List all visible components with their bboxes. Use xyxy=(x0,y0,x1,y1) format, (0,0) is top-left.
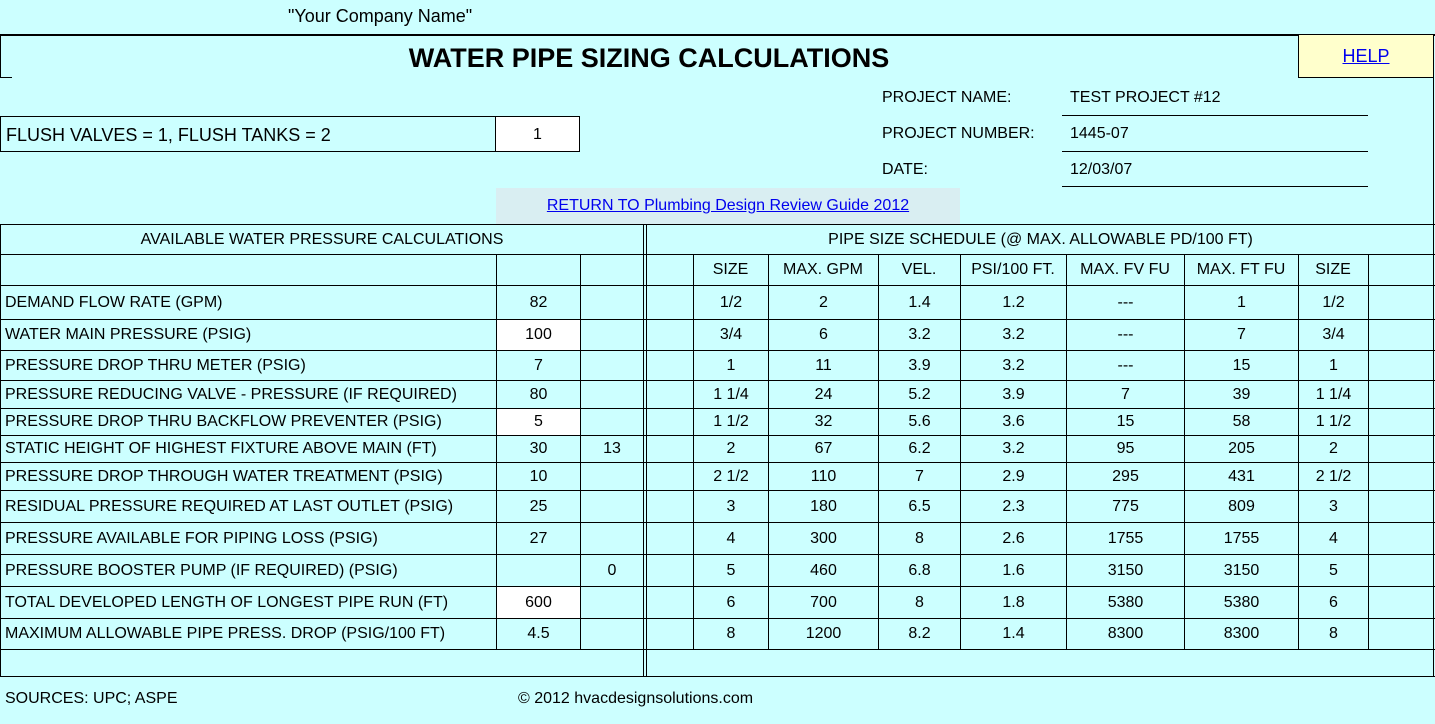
schedule-cell: 6 xyxy=(1329,594,1338,611)
schedule-cell: 2 1/2 xyxy=(1315,468,1352,485)
pressure-row-value[interactable]: 600 xyxy=(497,587,580,618)
schedule-cell: 2 xyxy=(726,440,736,457)
schedule-cell: 15 xyxy=(1232,357,1251,374)
schedule-cell: 39 xyxy=(1232,386,1251,403)
date-label: DATE: xyxy=(882,161,928,178)
schedule-cell: 5 xyxy=(1329,562,1338,579)
schedule-cell: 8 xyxy=(1329,625,1338,642)
project-name-value[interactable]: TEST PROJECT #12 xyxy=(1070,89,1221,106)
schedule-column-header: SIZE xyxy=(712,261,749,278)
schedule-cell: 1.4 xyxy=(1002,625,1025,642)
project-name-underline xyxy=(1062,115,1368,116)
pressure-row-value[interactable]: 82 xyxy=(529,294,548,311)
project-number-label: PROJECT NUMBER: xyxy=(882,125,1035,142)
schedule-cell: 1 1/4 xyxy=(1315,386,1352,403)
project-number-underline xyxy=(1062,151,1368,152)
schedule-cell: 5.6 xyxy=(908,413,931,430)
schedule-cell: 15 xyxy=(1116,413,1135,430)
pressure-row-extra xyxy=(581,381,643,408)
pressure-row-extra xyxy=(581,523,643,554)
schedule-cell: 8300 xyxy=(1107,625,1144,642)
pressure-row-value[interactable]: 4.5 xyxy=(527,625,550,642)
schedule-cell: 1200 xyxy=(805,625,842,642)
schedule-cell: 8300 xyxy=(1223,625,1260,642)
page-title: WATER PIPE SIZING CALCULATIONS xyxy=(408,43,890,73)
schedule-cell: 3.2 xyxy=(1002,357,1025,374)
schedule-cell: 3 xyxy=(1329,498,1338,515)
schedule-cell: --- xyxy=(1117,357,1134,374)
schedule-cell: 8 xyxy=(915,530,924,547)
table-right-border xyxy=(1433,34,1434,677)
schedule-cell: 2.6 xyxy=(1002,530,1025,547)
schedule-cell: 1 1/2 xyxy=(713,413,749,430)
schedule-cell: 95 xyxy=(1116,440,1135,457)
schedule-column-header: SIZE xyxy=(1315,261,1351,278)
schedule-cell: 58 xyxy=(1232,413,1251,430)
pressure-row-extra xyxy=(581,287,643,319)
schedule-cell: 3.2 xyxy=(908,326,931,343)
schedule-cell: 3 xyxy=(726,498,736,515)
schedule-cell: 1 xyxy=(1237,294,1246,311)
schedule-cell: 7 xyxy=(1121,386,1130,403)
schedule-cell: 6.5 xyxy=(908,498,931,515)
pressure-row-label: RESIDUAL PRESSURE REQUIRED AT LAST OUTLET (PSIG) xyxy=(5,498,454,515)
schedule-cell: 3.9 xyxy=(1002,386,1025,403)
table-footer-line xyxy=(0,676,1435,677)
pressure-row-extra xyxy=(581,351,643,380)
column-header-bottom-line xyxy=(0,285,1435,286)
schedule-cell: 24 xyxy=(814,386,833,403)
pressure-row-value[interactable]: 100 xyxy=(497,320,580,350)
schedule-cell: 1.6 xyxy=(1002,562,1025,579)
pressure-row-label: PRESSURE DROP THRU METER (PSIG) xyxy=(5,357,306,374)
schedule-cell: 1.8 xyxy=(1002,594,1025,611)
project-number-value[interactable]: 1445-07 xyxy=(1070,125,1129,142)
schedule-column-line xyxy=(1368,255,1369,649)
pressure-row-value[interactable]: 5 xyxy=(497,409,580,435)
schedule-column-header: PSI/100 FT. xyxy=(971,261,1055,278)
schedule-cell: 5380 xyxy=(1223,594,1260,611)
pressure-row-extra xyxy=(581,491,643,522)
schedule-cell: 8 xyxy=(726,625,736,642)
table-bottom-line xyxy=(0,649,1435,650)
pressure-row-label: DEMAND FLOW RATE (GPM) xyxy=(5,294,223,311)
pressure-row-value[interactable] xyxy=(497,555,580,586)
pressure-row-label: WATER MAIN PRESSURE (PSIG) xyxy=(5,326,252,343)
pressure-row-extra: 0 xyxy=(607,562,617,579)
project-name-label: PROJECT NAME: xyxy=(882,89,1012,106)
schedule-cell: 2 xyxy=(819,294,828,311)
sources-note: SOURCES: UPC; ASPE xyxy=(5,690,178,707)
schedule-cell: 2.9 xyxy=(1002,468,1025,485)
schedule-column-header: MAX. FT FU xyxy=(1196,261,1286,278)
schedule-cell: 1/2 xyxy=(719,294,743,311)
schedule-cell: 7 xyxy=(915,468,924,485)
schedule-cell: 1/2 xyxy=(1322,294,1345,311)
company-name: "Your Company Name" xyxy=(288,6,473,26)
schedule-cell: --- xyxy=(1117,326,1134,343)
schedule-cell: 6 xyxy=(819,326,828,343)
schedule-section-header: PIPE SIZE SCHEDULE (@ MAX. ALLOWABLE PD/100 FT) xyxy=(828,231,1253,248)
schedule-cell: 1755 xyxy=(1107,530,1144,547)
date-value[interactable]: 12/03/07 xyxy=(1070,161,1133,178)
schedule-cell: 2 1/2 xyxy=(713,468,749,485)
schedule-cell: 3.9 xyxy=(908,357,931,374)
schedule-cell: 460 xyxy=(810,562,837,579)
schedule-cell: 4 xyxy=(1329,530,1338,547)
schedule-cell: 32 xyxy=(814,413,833,430)
pressure-row-extra xyxy=(581,409,643,435)
pressure-row-extra xyxy=(581,587,643,618)
schedule-cell: 7 xyxy=(1237,326,1246,343)
schedule-cell: 3/4 xyxy=(1322,326,1345,343)
schedule-cell: 700 xyxy=(810,594,837,611)
pressure-row-label: TOTAL DEVELOPED LENGTH OF LONGEST PIPE RUN (FT) xyxy=(5,594,449,611)
schedule-cell: 205 xyxy=(1228,440,1255,457)
schedule-cell: 8.2 xyxy=(908,625,931,642)
schedule-column-header: MAX. FV FU xyxy=(1080,261,1170,278)
schedule-cell: 3.2 xyxy=(1002,440,1025,457)
schedule-cell: 8 xyxy=(915,594,924,611)
schedule-cell: 1 xyxy=(726,357,736,374)
schedule-cell: 3150 xyxy=(1107,562,1144,579)
pressure-row-label: PRESSURE REDUCING VALVE - PRESSURE (IF REQUIRED) xyxy=(5,386,457,403)
pressure-row-label: PRESSURE BOOSTER PUMP (IF REQUIRED) (PSIG) xyxy=(5,562,398,579)
pressure-row-extra xyxy=(581,619,643,649)
copyright-note: © 2012 hvacdesignsolutions.com xyxy=(518,690,754,707)
schedule-cell: 1.2 xyxy=(1002,294,1025,311)
schedule-cell: --- xyxy=(1117,294,1134,311)
schedule-cell: 2.3 xyxy=(1002,498,1025,515)
section-divider-line-2 xyxy=(646,224,647,677)
pressure-row-extra xyxy=(581,463,643,490)
schedule-column-header: VEL. xyxy=(901,261,937,278)
schedule-cell: 3/4 xyxy=(719,326,743,343)
pressure-row-value[interactable]: 10 xyxy=(529,468,548,485)
schedule-cell: 1 xyxy=(1329,357,1338,374)
schedule-cell: 4 xyxy=(726,530,736,547)
schedule-cell: 3150 xyxy=(1223,562,1260,579)
pressure-row-value[interactable]: 30 xyxy=(529,440,548,457)
schedule-cell: 431 xyxy=(1228,468,1255,485)
return-link[interactable]: RETURN TO Plumbing Design Review Guide 2012 xyxy=(546,197,910,214)
schedule-cell: 1.4 xyxy=(908,294,931,311)
schedule-cell: 11 xyxy=(815,357,832,374)
pressure-row-value[interactable]: 25 xyxy=(529,498,548,515)
flush-type-label: FLUSH VALVES = 1, FLUSH TANKS = 2 xyxy=(0,116,496,152)
pressure-row-value[interactable]: 80 xyxy=(529,386,548,403)
schedule-cell: 5 xyxy=(726,562,736,579)
schedule-cell: 2 xyxy=(1329,440,1338,457)
schedule-cell: 1755 xyxy=(1223,530,1260,547)
pressure-row-extra: 13 xyxy=(603,440,621,457)
pressure-row-label: MAXIMUM ALLOWABLE PIPE PRESS. DROP (PSIG/100 FT) xyxy=(5,625,446,642)
schedule-cell: 1 1/4 xyxy=(713,386,749,403)
schedule-cell: 6.8 xyxy=(908,562,931,579)
schedule-cell: 67 xyxy=(814,440,833,457)
schedule-column-header: MAX. GPM xyxy=(782,261,863,278)
pressure-section-header: AVAILABLE WATER PRESSURE CALCULATIONS xyxy=(140,231,504,248)
pressure-row-value[interactable]: 7 xyxy=(534,357,543,374)
schedule-cell: 6.2 xyxy=(908,440,931,457)
pressure-row-label: PRESSURE DROP THRU BACKFLOW PREVENTER (PSIG) xyxy=(5,413,442,430)
schedule-cell: 300 xyxy=(810,530,837,547)
pressure-row-label: PRESSURE DROP THROUGH WATER TREATMENT (PSIG) xyxy=(5,468,443,485)
title-underline xyxy=(0,77,12,78)
frame-top-border xyxy=(0,34,1435,36)
flush-type-input[interactable]: 1 xyxy=(496,116,580,152)
schedule-cell: 775 xyxy=(1112,498,1139,515)
pressure-row-extra xyxy=(581,320,643,350)
pressure-row-label: PRESSURE AVAILABLE FOR PIPING LOSS (PSIG) xyxy=(5,530,378,547)
schedule-cell: 809 xyxy=(1228,498,1255,515)
schedule-cell: 5.2 xyxy=(908,386,931,403)
schedule-cell: 180 xyxy=(810,498,837,515)
schedule-cell: 1 1/2 xyxy=(1315,413,1352,430)
schedule-cell: 3.2 xyxy=(1002,326,1025,343)
schedule-cell: 295 xyxy=(1112,468,1139,485)
date-underline xyxy=(1062,186,1368,187)
help-link[interactable]: HELP xyxy=(1342,46,1390,66)
pressure-row-label: STATIC HEIGHT OF HIGHEST FIXTURE ABOVE MAIN (FT) xyxy=(5,440,437,457)
schedule-cell: 6 xyxy=(726,594,736,611)
schedule-cell: 3.6 xyxy=(1002,413,1025,430)
pressure-row-value[interactable]: 27 xyxy=(529,530,548,547)
section-divider-line xyxy=(643,224,644,677)
schedule-cell: 110 xyxy=(810,468,837,485)
schedule-cell: 5380 xyxy=(1107,594,1144,611)
